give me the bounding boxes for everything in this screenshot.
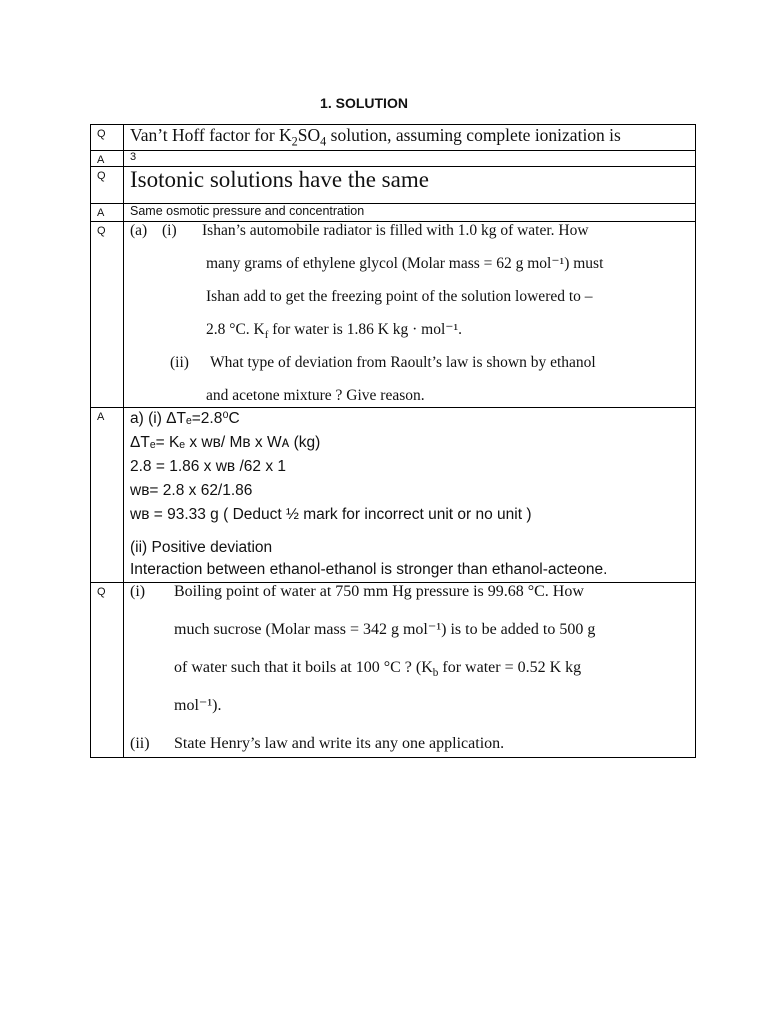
answer-line: wʙ= 2.8 x 62/1.86 bbox=[130, 482, 253, 499]
part-label: (i) bbox=[130, 583, 146, 600]
row-tag: Q bbox=[91, 222, 124, 408]
question-line: Ishan’s automobile radiator is filled with 1.0 kg of water. How bbox=[202, 222, 589, 239]
answer-block bbox=[124, 408, 696, 583]
question-line: many grams of ethylene glycol (Molar mass = 62 g mol⁻¹) must bbox=[206, 255, 604, 272]
part-label: (ii) bbox=[130, 735, 150, 752]
page-title: 1. SOLUTION bbox=[320, 95, 408, 111]
question-line: much sucrose (Molar mass = 342 g mol⁻¹) is to be added to 500 g bbox=[174, 621, 596, 638]
row-tag: A bbox=[91, 151, 124, 167]
question-line: and acetone mixture ? Give reason. bbox=[206, 387, 425, 404]
answer-text: 3 bbox=[124, 151, 696, 167]
question-block bbox=[124, 222, 696, 408]
part-label: (a) bbox=[130, 222, 148, 239]
answer-line: Interaction between ethanol-ethanol is stronger than ethanol-acteone. bbox=[130, 561, 608, 578]
question-block bbox=[124, 583, 696, 758]
question-text: Van’t Hoff factor for $K_2SO_4$ solution, assuming complete ionization is bbox=[124, 125, 696, 151]
answer-line: (ii) Positive deviation bbox=[130, 539, 273, 556]
table-row bbox=[91, 204, 696, 222]
table-row bbox=[91, 167, 696, 204]
question-line: Boiling point of water at 750 mm Hg pressure is 99.68 °C. How bbox=[174, 583, 584, 600]
question-line: mol⁻¹). bbox=[174, 697, 222, 714]
answer-line: wʙ = 93.33 g ( Deduct ½ mark for incorrect unit or no unit ) bbox=[130, 506, 532, 523]
question-text: Isotonic solutions have the same bbox=[124, 167, 696, 204]
answer-line: ΔTₑ= Kₑ x wʙ/ Mʙ x Wᴀ (kg) bbox=[130, 434, 321, 451]
row-tag: Q bbox=[91, 125, 124, 151]
row-tag: A bbox=[91, 204, 124, 222]
answer-text: Same osmotic pressure and concentration bbox=[124, 204, 696, 222]
qa-table bbox=[90, 124, 696, 758]
table-row bbox=[91, 151, 696, 167]
question-line: of water such that it boils at 100 °C ? ($K_b$ for water = 0.52 K kg bbox=[174, 659, 582, 680]
question-line: 2.8 °C. $K_f$ for water is 1.86 K kg · mol⁻¹. bbox=[206, 321, 462, 342]
table-row bbox=[91, 125, 696, 151]
row-tag: Q bbox=[91, 167, 124, 204]
table-row bbox=[91, 583, 696, 758]
table-row bbox=[91, 408, 696, 583]
row-tag: A bbox=[91, 408, 124, 583]
table-row bbox=[91, 222, 696, 408]
answer-line: a) (i) ΔTₑ=2.8⁰C bbox=[130, 410, 240, 427]
question-line: What type of deviation from Raoult’s law is shown by ethanol bbox=[210, 354, 596, 371]
answer-line: 2.8 = 1.86 x wʙ /62 x 1 bbox=[130, 458, 287, 475]
question-line: State Henry’s law and write its any one application. bbox=[174, 735, 505, 752]
row-tag: Q bbox=[91, 583, 124, 758]
part-label: (i) bbox=[162, 222, 177, 239]
question-line: Ishan add to get the freezing point of the solution lowered to – bbox=[206, 288, 593, 305]
part-label: (ii) bbox=[170, 354, 189, 371]
